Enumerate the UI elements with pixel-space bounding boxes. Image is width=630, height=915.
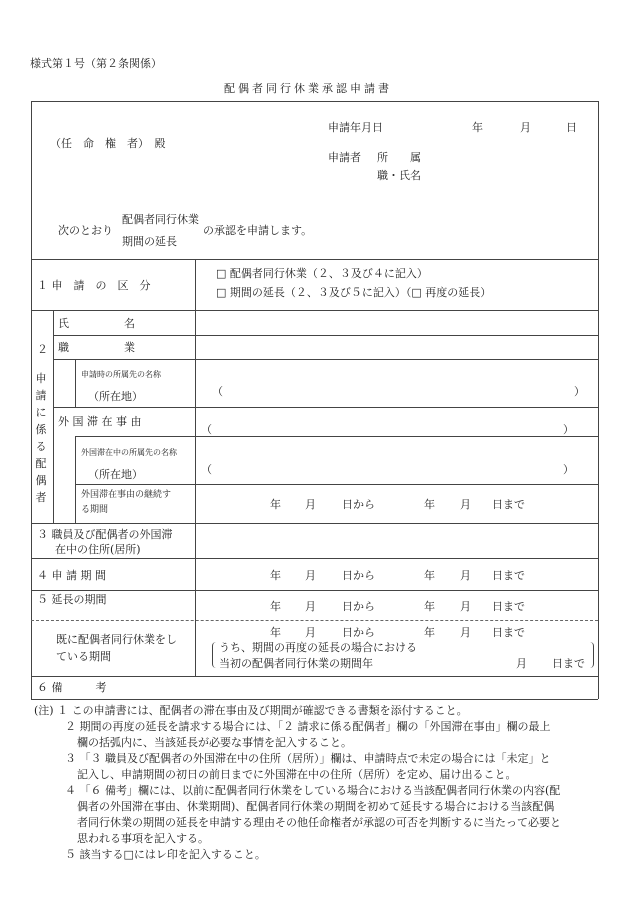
extension-from-month[interactable]: 月 xyxy=(305,600,316,613)
applicant-label: 申請者 xyxy=(328,151,361,164)
category-option-leave[interactable]: □ 配偶者同行休業（２、３及び４に記入） xyxy=(216,267,428,280)
foreign-reason-close-paren: ） xyxy=(563,423,574,436)
date-year[interactable]: 年 xyxy=(472,121,483,134)
section2-number: ２ xyxy=(37,343,48,356)
request-suffix: の承認を申請します。 xyxy=(203,224,313,237)
note-3-cont: 記入し、申請期間の初日の前日までに外国滞在中の住所（居所）を定め、届け出ること。 xyxy=(77,768,517,781)
application-to-year[interactable]: 年 xyxy=(424,569,435,582)
application-to-month[interactable]: 月 xyxy=(460,569,471,582)
request-option-extension[interactable]: 期間の延長 xyxy=(122,235,177,248)
section5-label: ５ 延長の期間 xyxy=(37,593,107,606)
foreign-employer-label: 外国滞在中の所属先の名称 xyxy=(81,448,177,457)
position-name-label: 職・氏名 xyxy=(377,169,421,182)
note-2-cont: 欄の括弧内に、当該延長が必要な事情を記入すること。 xyxy=(77,736,352,749)
location2-open-paren: （ xyxy=(201,463,212,476)
request-option-leave[interactable]: 配偶者同行休業 xyxy=(122,213,199,226)
date-month[interactable]: 月 xyxy=(520,121,531,134)
reextension-line1: うち、期間の再度の延長の場合における xyxy=(219,641,417,654)
section4-label: ４ 申 請 期 間 xyxy=(37,569,106,582)
already-leave-label-line2: ている期間 xyxy=(56,650,111,663)
section3-label-line1: ３ 職員及び配偶者の外国滞 xyxy=(37,528,173,541)
date-day[interactable]: 日 xyxy=(566,121,577,134)
continuation-to-day[interactable]: 日まで xyxy=(492,498,525,511)
location1-close-paren: ） xyxy=(574,385,585,398)
location1-open-paren: （ xyxy=(212,385,223,398)
application-to-day[interactable]: 日まで xyxy=(492,569,525,582)
continuation-from-day[interactable]: 日から xyxy=(342,498,375,511)
location-label-2: （所在地） xyxy=(88,468,143,481)
reextension-until[interactable]: 日まで xyxy=(552,657,585,670)
note-4: ４ 「６ 備考」欄には、以前に配偶者同行休業をしている場合における当該配偶者同行休業の内容(配 xyxy=(65,784,561,797)
extension-to-year[interactable]: 年 xyxy=(424,600,435,613)
continuation-from-year[interactable]: 年 xyxy=(270,498,281,511)
name-label: 氏 名 xyxy=(58,317,135,330)
form-title: 配偶者同行休業承認申請書 xyxy=(224,82,392,95)
reextension-line2: 当初の配偶者同行休業の期間年 xyxy=(219,657,373,670)
job-label: 職 業 xyxy=(58,341,135,354)
location-label-1: （所在地） xyxy=(88,390,143,403)
location2-close-paren: ） xyxy=(563,463,574,476)
section2-vertical-label: 申請に係る配偶者 xyxy=(35,372,47,504)
reextension-month[interactable]: 月 xyxy=(516,657,527,670)
note-5: ５ 該当する□にはレ印を記入すること。 xyxy=(65,848,266,861)
already-leave-label-line1: 既に配偶者同行休業をし xyxy=(56,633,177,646)
already-to-day[interactable]: 日まで xyxy=(492,626,525,639)
extension-to-month[interactable]: 月 xyxy=(460,600,471,613)
application-from-day[interactable]: 日から xyxy=(342,569,375,582)
request-prefix: 次のとおり xyxy=(58,224,113,237)
form-number: 様式第１号（第２条関係） xyxy=(30,57,162,70)
foreign-reason-open-paren: （ xyxy=(201,423,212,436)
note-1: (注) １ この申請書には、配偶者の滞在事由及び期間が確認できる書類を添付すること。 xyxy=(34,704,468,717)
category-label: １ 申 請 の 区 分 xyxy=(37,279,151,292)
already-from-year[interactable]: 年 xyxy=(270,626,281,639)
employer-label: 申請時の所属先の名称 xyxy=(81,370,161,379)
foreign-reason-label: 外 国 滞 在 事 由 xyxy=(58,415,142,428)
section3-label-line2: 在中の住所(居所) xyxy=(55,543,141,556)
continuation-label-line2: る期間 xyxy=(81,505,109,515)
affiliation-label: 所 属 xyxy=(377,151,421,164)
addressee: （任 命 権 者） 殿 xyxy=(50,137,166,150)
category-option-extension[interactable]: □ 期間の延長（２、３及び５に記入）（□ 再度の延長） xyxy=(216,286,492,299)
note-4-cont3: 思われる事項を記入する。 xyxy=(77,832,209,845)
note-3: ３ 「３ 職員及び配偶者の外国滞在中の住所（居所）」欄は、申請時点で未定の場合には「未定」と xyxy=(65,752,551,765)
continuation-to-year[interactable]: 年 xyxy=(424,498,435,511)
already-from-day[interactable]: 日から xyxy=(342,626,375,639)
note-2: ２ 期間の再度の延長を請求する場合には、「２ 請求に係る配偶者」欄の「外国滞在事由」欄の最上 xyxy=(65,720,551,733)
continuation-from-month[interactable]: 月 xyxy=(305,498,316,511)
continuation-label-line1: 外国滞在事由の継続す xyxy=(81,490,172,500)
application-from-month[interactable]: 月 xyxy=(305,569,316,582)
already-from-month[interactable]: 月 xyxy=(305,626,316,639)
already-to-month[interactable]: 月 xyxy=(460,626,471,639)
section6-label: ６ 備 考 xyxy=(37,681,107,694)
note-4-cont2: 者同行休業の期間の延長を申請する理由その他任命権者が承認の可否を判断するに当たって必要と xyxy=(77,816,561,829)
already-to-year[interactable]: 年 xyxy=(424,626,435,639)
extension-from-year[interactable]: 年 xyxy=(270,600,281,613)
extension-from-day[interactable]: 日から xyxy=(342,600,375,613)
date-label: 申請年月日 xyxy=(328,121,383,134)
extension-to-day[interactable]: 日まで xyxy=(492,600,525,613)
application-from-year[interactable]: 年 xyxy=(270,569,281,582)
note-4-cont1: 偶者の外国滞在事由、休業期間)、配偶者同行休業の期間を初めて延長する場合における当該配偶 xyxy=(77,800,555,813)
continuation-to-month[interactable]: 月 xyxy=(460,498,471,511)
